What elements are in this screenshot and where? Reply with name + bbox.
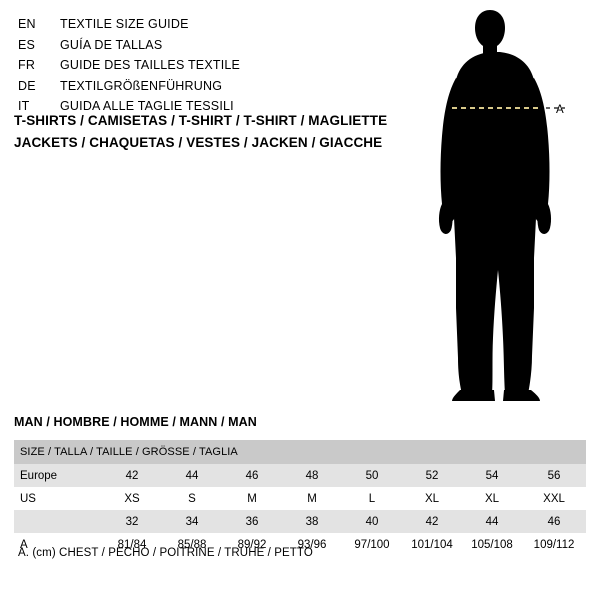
row-label: US	[14, 487, 102, 510]
cell: 36	[222, 510, 282, 533]
table-header-row	[14, 440, 586, 464]
language-code: IT	[18, 99, 30, 113]
row-label: Europe	[14, 464, 102, 487]
cell: 34	[162, 510, 222, 533]
table-group-heading: MAN / HOMBRE / HOMME / MANN / MAN	[14, 415, 257, 429]
cell: 44	[462, 510, 522, 533]
cell: 85/88	[162, 533, 222, 556]
footnote-measurement-key: A. (cm) CHEST / PECHO / POITRINE / TRUHE / PETTO	[18, 547, 313, 559]
measurement-label-a: A	[556, 104, 564, 116]
language-title: GUIDE DES TAILLES TEXTILE	[60, 58, 241, 72]
cell: XL	[402, 487, 462, 510]
language-title: GUÍA DE TALLAS	[60, 37, 163, 52]
cell: 101/104	[402, 533, 462, 556]
cell: 105/108	[462, 533, 522, 556]
cell: 42	[402, 510, 462, 533]
language-row	[18, 35, 398, 56]
language-row	[18, 55, 398, 76]
cell: L	[342, 487, 402, 510]
table-header-label: SIZE / TALLA / TAILLE / GRÖSSE / TAGLIA	[14, 440, 586, 464]
cell: 32	[102, 510, 162, 533]
cell: 46	[522, 510, 586, 533]
cell: 40	[342, 510, 402, 533]
cell: 54	[462, 464, 522, 487]
language-code: DE	[18, 78, 36, 93]
cell: 81/84	[102, 533, 162, 556]
row-label: A	[14, 533, 102, 556]
language-list	[18, 14, 398, 117]
language-title: GUIDA ALLE TAGLIE TESSILI	[60, 99, 234, 113]
language-code: FR	[18, 58, 36, 72]
language-row	[18, 14, 398, 35]
male-figure-illustration	[400, 8, 600, 408]
cell: 93/96	[282, 533, 342, 556]
cell: S	[162, 487, 222, 510]
language-title: TEXTILE SIZE GUIDE	[60, 17, 189, 31]
language-row	[18, 76, 398, 97]
language-code: ES	[18, 37, 36, 52]
cell: 97/100	[342, 533, 402, 556]
cell: XS	[102, 487, 162, 510]
category-jackets: JACKETS / CHAQUETAS / VESTES / JACKEN / GIACCHE	[14, 135, 383, 150]
cell: 42	[102, 464, 162, 487]
row-label	[14, 510, 102, 533]
language-title: TEXTILGRÖßENFÜHRUNG	[60, 78, 223, 93]
cell: 48	[282, 464, 342, 487]
table-row	[14, 487, 586, 510]
size-table	[14, 440, 586, 556]
cell: 56	[522, 464, 586, 487]
cell: 109/112	[522, 533, 586, 556]
table-row	[14, 464, 586, 487]
cell: XXL	[522, 487, 586, 510]
cell: 89/92	[222, 533, 282, 556]
category-list	[14, 110, 434, 154]
cell: 44	[162, 464, 222, 487]
table-row	[14, 510, 586, 533]
cell: M	[282, 487, 342, 510]
category-tshirts: T-SHIRTS / CAMISETAS / T-SHIRT / T-SHIRT / MAGLIETTE	[14, 113, 388, 128]
cell: 52	[402, 464, 462, 487]
language-code: EN	[18, 17, 36, 31]
cell: M	[222, 487, 282, 510]
cell: 38	[282, 510, 342, 533]
cell: 46	[222, 464, 282, 487]
cell: XL	[462, 487, 522, 510]
cell: 50	[342, 464, 402, 487]
